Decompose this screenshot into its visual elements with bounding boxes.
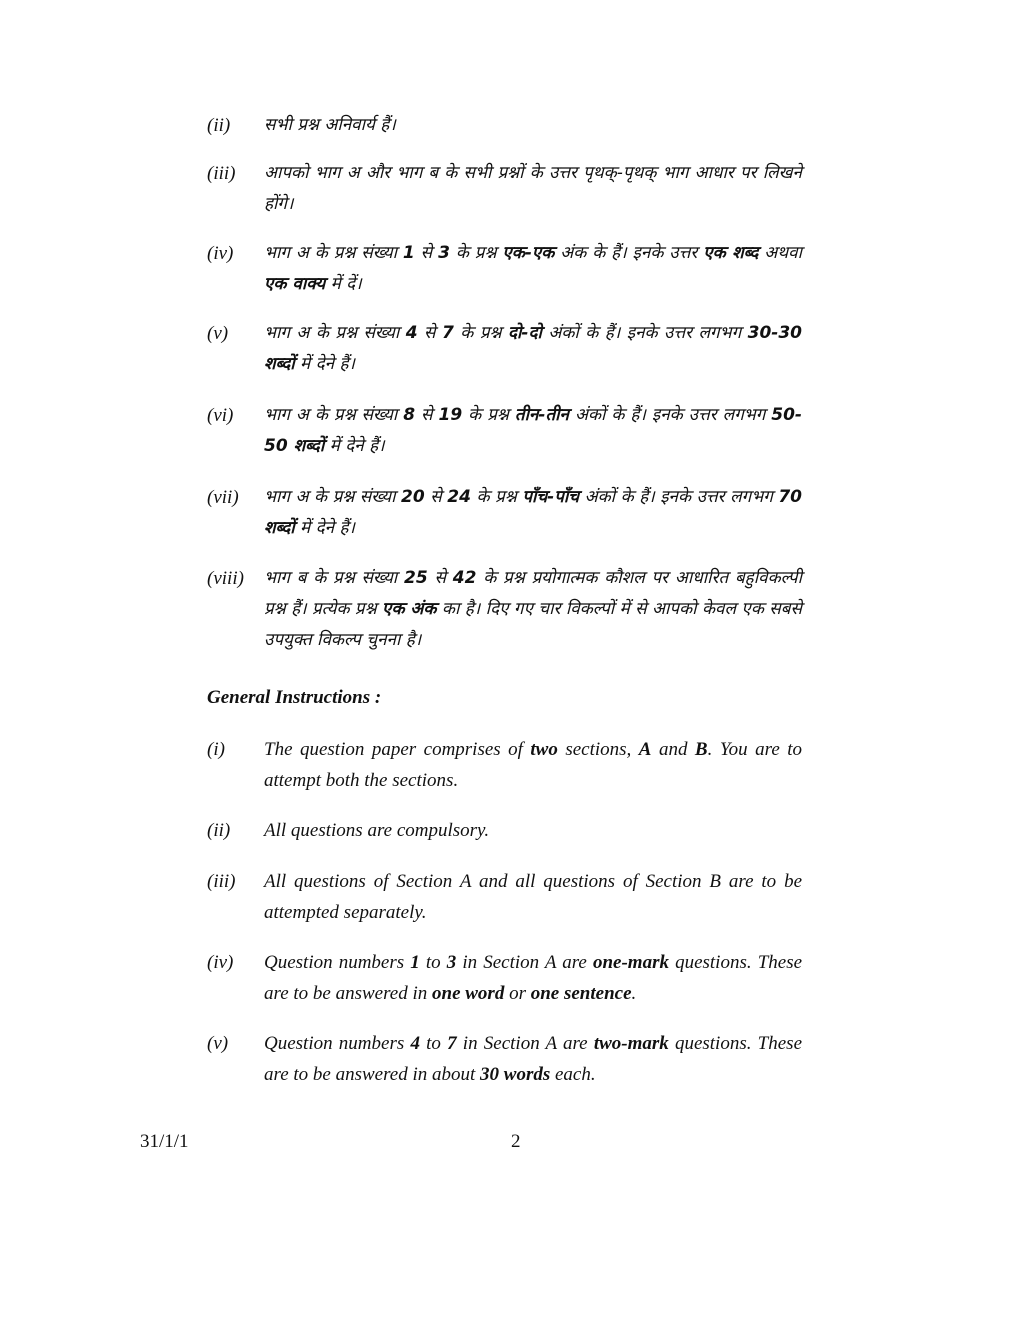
instruction-number: (ii) [207, 115, 231, 136]
instruction-text: All questions are compulsory. [264, 820, 490, 841]
instruction-text: Question numbers 4 to 7 in Section A are two-mark questions. These are to be answered in about 30 words each. [264, 1033, 803, 1085]
paper-code: 31/1/1 [140, 1131, 189, 1152]
instruction-text: भाग अ के प्रश्न संख्या 1 से 3 के प्रश्न एक-एक अंक के हैं। इनके उत्तर एक शब्द अथवा एक वाक्य में दें। [264, 243, 802, 294]
instruction-text: भाग अ के प्रश्न संख्या 8 से 19 के प्रश्न तीन-तीन अंकों के हैं। इनके उत्तर लगभग 50-50 शब्दों में देने हैं। [264, 405, 802, 456]
instruction-number: (vii) [207, 487, 239, 508]
instruction-text: आपको भाग अ और भाग ब के सभी प्रश्नों के उत्तर पृथक्-पृथक् भाग आधार पर लिखने होंगे। [264, 163, 802, 214]
instruction-number: (iv) [207, 243, 234, 264]
instruction-number: (iii) [207, 871, 236, 892]
page-number: 2 [511, 1131, 521, 1152]
instruction-number: (vi) [207, 405, 234, 426]
instruction-number: (iii) [207, 163, 236, 184]
instruction-number: (i) [207, 739, 225, 760]
instruction-text: भाग अ के प्रश्न संख्या 20 से 24 के प्रश्न पाँच-पाँच अंकों के हैं। इनके उत्तर लगभग 70 शब्दों में देने हैं। [264, 487, 802, 538]
instruction-text: भाग अ के प्रश्न संख्या 4 से 7 के प्रश्न दो-दो अंकों के हैं। इनके उत्तर लगभग 30-30 शब्दों में देने हैं। [264, 323, 802, 374]
instruction-text: भाग ब के प्रश्न संख्या 25 से 42 के प्रश्न प्रयोगात्मक कौशल पर आधारित बहुविकल्पी प्रश्न हैं। प्रत्येक प्रश्न एक अंक का है। दिए गए चार विकल्पों में से आपको केवल एक सबसे उपयुक्त विकल्प चुनना है। [264, 568, 802, 650]
instruction-number: (iv) [207, 952, 234, 973]
instruction-number: (viii) [207, 568, 244, 589]
general-instructions-heading: General Instructions : [207, 687, 382, 708]
instruction-text: The question paper comprises of two sections, A and B. You are to attempt both the sections. [264, 739, 803, 791]
instruction-number: (v) [207, 1033, 229, 1054]
instruction-text: सभी प्रश्न अनिवार्य हैं। [264, 115, 396, 135]
instruction-text: Question numbers 1 to 3 in Section A are one-mark questions. These are to be answered in one word or one sentence. [264, 952, 803, 1004]
instruction-text: All questions of Section A and all questions of Section B are to be attempted separately. [264, 871, 802, 923]
instruction-number: (ii) [207, 820, 231, 841]
instruction-number: (v) [207, 323, 229, 344]
